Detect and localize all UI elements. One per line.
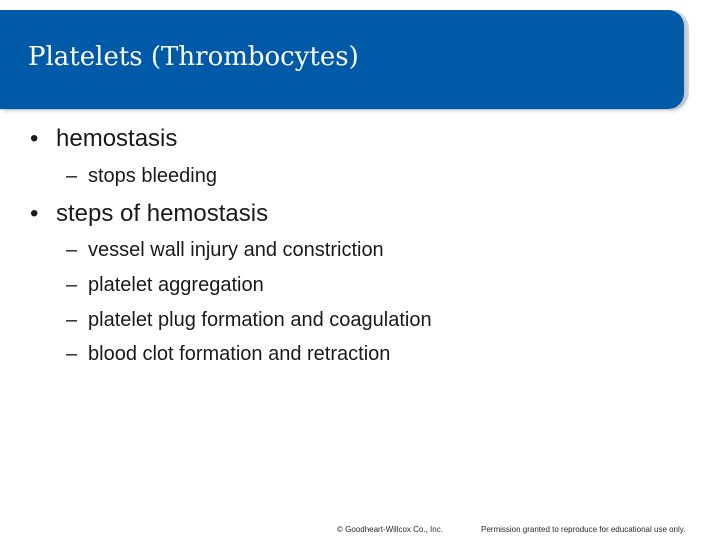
- sub-bullet-marker: –: [66, 274, 78, 296]
- bullet-text: hemostasis: [56, 125, 178, 152]
- sub-bullet-marker: –: [66, 343, 78, 365]
- sub-bullet-vessel-wall: [66, 240, 384, 260]
- footer-permission: Permission granted to reproduce for educational use only.: [481, 525, 686, 534]
- sub-bullet-text: vessel wall injury and constriction: [88, 239, 384, 261]
- sub-bullet-text: blood clot formation and retraction: [88, 343, 391, 365]
- bullet-marker: •: [30, 200, 39, 227]
- sub-bullet-text: platelet aggregation: [88, 274, 264, 296]
- sub-bullet-marker: –: [66, 239, 78, 261]
- slide-title: Platelets (Thrombocytes): [28, 42, 359, 72]
- sub-bullet-text: stops bleeding: [88, 165, 217, 187]
- sub-bullet-blood-clot: [66, 344, 390, 364]
- sub-bullet-marker: –: [66, 309, 78, 331]
- sub-bullet-stops-bleeding: [66, 166, 217, 186]
- bullet-hemostasis: [30, 127, 177, 151]
- sub-bullet-text: platelet plug formation and coagulation: [88, 309, 432, 331]
- sub-bullet-marker: –: [66, 165, 78, 187]
- bullet-text: steps of hemostasis: [56, 200, 269, 227]
- bullet-marker: •: [30, 125, 39, 152]
- bullet-steps-of-hemostasis: [30, 202, 268, 226]
- sub-bullet-platelet-plug: [66, 310, 432, 330]
- sub-bullet-platelet-aggregation: [66, 275, 264, 295]
- footer-copyright: © Goodheart-Willcox Co., Inc.: [337, 525, 443, 534]
